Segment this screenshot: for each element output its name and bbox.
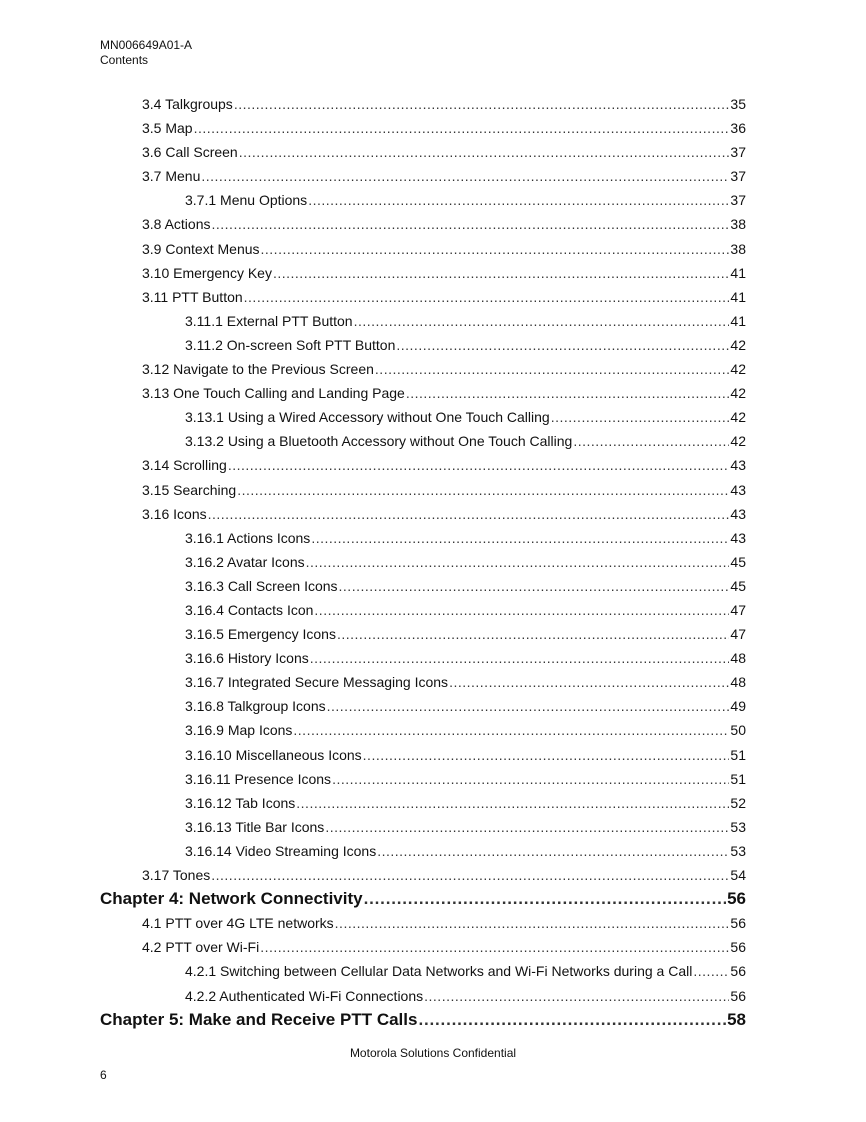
dot-leader xyxy=(354,309,730,333)
dot-leader xyxy=(311,526,729,550)
toc-entry-page: 42 xyxy=(730,385,746,402)
toc-entry-page: 49 xyxy=(730,698,746,715)
toc-entry-page: 47 xyxy=(730,601,746,618)
toc-entry[interactable] xyxy=(0,959,746,983)
toc-entry-label: 3.16.2 Avatar Icons xyxy=(185,553,305,570)
toc-entry-page: 56 xyxy=(730,987,746,1004)
toc-entry[interactable] xyxy=(0,429,746,453)
toc-entry-page: 41 xyxy=(730,312,746,329)
dot-leader xyxy=(406,381,730,405)
dot-leader xyxy=(337,622,729,646)
toc-entry[interactable] xyxy=(0,791,746,815)
dot-leader xyxy=(244,285,730,309)
toc-entry-label: 3.16.9 Map Icons xyxy=(185,722,293,739)
toc-entry-page: 51 xyxy=(730,770,746,787)
toc-entry-label: 3.16.1 Actions Icons xyxy=(185,529,311,546)
toc-entry[interactable] xyxy=(0,212,746,236)
toc-entry[interactable] xyxy=(0,622,746,646)
toc-entry[interactable] xyxy=(0,140,746,164)
dot-leader xyxy=(211,863,729,887)
toc-entry-label: Chapter 4: Network Connectivity xyxy=(100,889,363,909)
toc-entry[interactable] xyxy=(0,285,746,309)
toc-entry-page: 45 xyxy=(730,553,746,570)
dot-leader xyxy=(332,767,729,791)
dot-leader xyxy=(375,357,730,381)
toc-entry-label: 3.10 Emergency Key xyxy=(142,264,272,281)
toc-entry-page: 56 xyxy=(730,939,746,956)
toc-entry-page: 42 xyxy=(730,433,746,450)
dot-leader xyxy=(310,646,730,670)
dot-leader xyxy=(260,935,729,959)
toc-entry[interactable] xyxy=(0,743,746,767)
toc-entry[interactable] xyxy=(0,984,746,1008)
dot-leader xyxy=(327,694,730,718)
dot-leader xyxy=(296,791,729,815)
toc-entry-page: 47 xyxy=(730,626,746,643)
toc-entry-label: 3.4 Talkgroups xyxy=(142,96,233,112)
toc-entry[interactable] xyxy=(0,405,746,429)
toc-entry-label: 3.16.14 Video Streaming Icons xyxy=(185,842,377,859)
toc-entry[interactable] xyxy=(0,911,746,935)
toc-entry[interactable] xyxy=(0,646,746,670)
toc-entry[interactable] xyxy=(0,237,746,261)
toc-entry-page: 48 xyxy=(730,650,746,667)
dot-leader xyxy=(194,116,730,140)
toc-entry-page: 43 xyxy=(730,481,746,498)
toc-entry-label: 3.13 One Touch Calling and Landing Page xyxy=(142,385,405,402)
toc-entry[interactable] xyxy=(0,188,746,212)
toc-entry-label: Chapter 5: Make and Receive PTT Calls xyxy=(100,1009,418,1029)
dot-leader xyxy=(273,261,729,285)
toc-entry-page: 51 xyxy=(730,746,746,763)
dot-leader xyxy=(418,1008,726,1032)
toc-entry-page: 41 xyxy=(730,288,746,305)
toc-entry[interactable] xyxy=(0,478,746,502)
dot-leader xyxy=(325,815,729,839)
dot-leader xyxy=(237,478,729,502)
toc-entry-label: 3.9 Context Menus xyxy=(142,240,260,257)
dot-leader xyxy=(306,550,730,574)
toc-entry-page: 53 xyxy=(730,842,746,859)
toc-entry-label: 3.11.1 External PTT Button xyxy=(185,312,353,329)
dot-leader xyxy=(308,188,729,212)
toc-entry-page: 36 xyxy=(730,120,746,137)
dot-leader xyxy=(363,743,730,767)
toc-entry-page: 35 xyxy=(730,96,746,112)
toc-entry-page: 43 xyxy=(730,457,746,474)
toc-entry-label: 3.8 Actions xyxy=(142,216,211,233)
dot-leader xyxy=(424,984,729,1008)
toc-entry-page: 53 xyxy=(730,818,746,835)
toc-entry[interactable] xyxy=(0,92,746,116)
toc-entry[interactable] xyxy=(0,261,746,285)
toc-entry-label: 3.15 Searching xyxy=(142,481,237,498)
toc-entry-label: 3.5 Map xyxy=(142,120,193,137)
toc-entry-label: 3.11.2 On-screen Soft PTT Button xyxy=(185,336,396,353)
toc-entry-label: 3.17 Tones xyxy=(142,867,211,883)
toc-entry-label: 4.1 PTT over 4G LTE networks xyxy=(142,915,334,932)
toc-entry[interactable] xyxy=(0,502,746,526)
toc-entry-label: 3.16.5 Emergency Icons xyxy=(185,626,336,643)
toc-entry[interactable] xyxy=(0,694,746,718)
toc-entry-label: 3.6 Call Screen xyxy=(142,144,238,161)
toc-entry[interactable] xyxy=(0,116,746,140)
toc-entry-label: 3.12 Navigate to the Previous Screen xyxy=(142,361,374,378)
toc-entry[interactable] xyxy=(0,453,746,477)
toc-entry-label: 3.16.11 Presence Icons xyxy=(185,770,332,787)
toc-entry[interactable] xyxy=(0,164,746,188)
toc-entry[interactable] xyxy=(0,574,746,598)
toc-entry[interactable] xyxy=(0,550,746,574)
dot-leader xyxy=(335,911,730,935)
toc-entry-page: 38 xyxy=(730,216,746,233)
dot-leader xyxy=(208,502,730,526)
toc-entry-label: 3.16.6 History Icons xyxy=(185,650,309,667)
toc-entry-page: 54 xyxy=(730,867,746,883)
dot-leader xyxy=(228,453,730,477)
toc-entry-label: 3.13.2 Using a Bluetooth Accessory without One Touch Calling xyxy=(185,433,573,450)
toc-entry-label: 3.16.10 Miscellaneous Icons xyxy=(185,746,362,763)
toc-entry-label: 4.2.2 Authenticated Wi-Fi Connections xyxy=(185,987,424,1004)
toc-entry-page: 48 xyxy=(730,674,746,691)
dot-leader xyxy=(201,164,729,188)
toc-entry-page: 43 xyxy=(730,529,746,546)
toc-entry-label: 3.16.12 Tab Icons xyxy=(185,794,296,811)
toc-entry-page: 37 xyxy=(730,168,746,185)
toc-entry-page: 42 xyxy=(730,409,746,426)
toc-chapter-entry[interactable] xyxy=(0,887,746,911)
document-id: MN006649A01-A xyxy=(100,38,193,52)
toc-entry[interactable] xyxy=(0,333,746,357)
toc-entry-page: 56 xyxy=(730,915,746,932)
toc-entry[interactable] xyxy=(0,381,746,405)
toc-entry-label: 3.14 Scrolling xyxy=(142,457,227,474)
toc-entry-page: 56 xyxy=(727,889,746,909)
toc-entry[interactable] xyxy=(0,357,746,381)
toc-entry-page: 38 xyxy=(730,240,746,257)
dot-leader xyxy=(239,140,730,164)
toc-entry[interactable] xyxy=(0,670,746,694)
toc-entry-label: 3.11 PTT Button xyxy=(142,288,243,305)
toc-entry[interactable] xyxy=(0,718,746,742)
dot-leader xyxy=(377,839,729,863)
dot-leader xyxy=(212,212,730,236)
toc-entry-page: 41 xyxy=(730,264,746,281)
toc-entry-page: 58 xyxy=(727,1009,746,1029)
dot-leader xyxy=(364,887,726,911)
toc-entry[interactable] xyxy=(0,935,746,959)
dot-leader xyxy=(396,333,729,357)
toc-entry-label: 3.7 Menu xyxy=(142,168,201,185)
toc-entry[interactable] xyxy=(0,839,746,863)
toc-entry-page: 42 xyxy=(730,361,746,378)
toc-entry[interactable] xyxy=(0,598,746,622)
section-title: Contents xyxy=(100,53,149,67)
toc-entry-label: 3.16.3 Call Screen Icons xyxy=(185,577,338,594)
toc-entry-page: 45 xyxy=(730,577,746,594)
toc-chapter-entry[interactable] xyxy=(0,1008,746,1032)
toc-entry-label: 4.2 PTT over Wi-Fi xyxy=(142,939,260,956)
toc-entry-label: 3.16.8 Talkgroup Icons xyxy=(185,698,326,715)
toc-entry[interactable] xyxy=(0,815,746,839)
toc-entry-label: 3.16.4 Contacts Icon xyxy=(185,601,314,618)
toc-entry-label: 4.2.1 Switching between Cellular Data Networks and Wi-Fi Networks during a Call xyxy=(185,963,693,980)
page-number: 6 xyxy=(100,1068,107,1082)
toc-entry-page: 50 xyxy=(730,722,746,739)
toc-entry-label: 3.16 Icons xyxy=(142,505,207,522)
dot-leader xyxy=(449,670,729,694)
toc-entry-page: 37 xyxy=(730,144,746,161)
page-header xyxy=(100,38,192,68)
footer-confidential: Motorola Solutions Confidential xyxy=(349,1046,517,1060)
toc-entry-label: 3.7.1 Menu Options xyxy=(185,192,308,209)
toc-entry-label: 3.16.7 Integrated Secure Messaging Icons xyxy=(185,674,449,691)
toc-entry-label: 3.13.1 Using a Wired Accessory without One Touch Calling xyxy=(185,409,550,426)
dot-leader xyxy=(551,405,730,429)
toc-entry-label: 3.16.13 Title Bar Icons xyxy=(185,818,325,835)
toc-entry-page: 43 xyxy=(730,505,746,522)
dot-leader xyxy=(339,574,730,598)
toc-entry-page: 56 xyxy=(730,963,746,980)
toc-entry-page: 52 xyxy=(730,794,746,811)
table-of-contents xyxy=(0,92,866,1032)
toc-entry[interactable] xyxy=(0,863,746,887)
dot-leader xyxy=(234,92,730,116)
toc-entry[interactable] xyxy=(0,309,746,333)
toc-entry-page: 42 xyxy=(730,336,746,353)
dot-leader xyxy=(314,598,729,622)
dot-leader xyxy=(261,237,730,261)
toc-entry[interactable] xyxy=(0,767,746,791)
dot-leader xyxy=(293,718,729,742)
dot-leader xyxy=(693,959,729,983)
dot-leader xyxy=(573,429,729,453)
toc-entry-page: 37 xyxy=(730,192,746,209)
toc-entry[interactable] xyxy=(0,526,746,550)
